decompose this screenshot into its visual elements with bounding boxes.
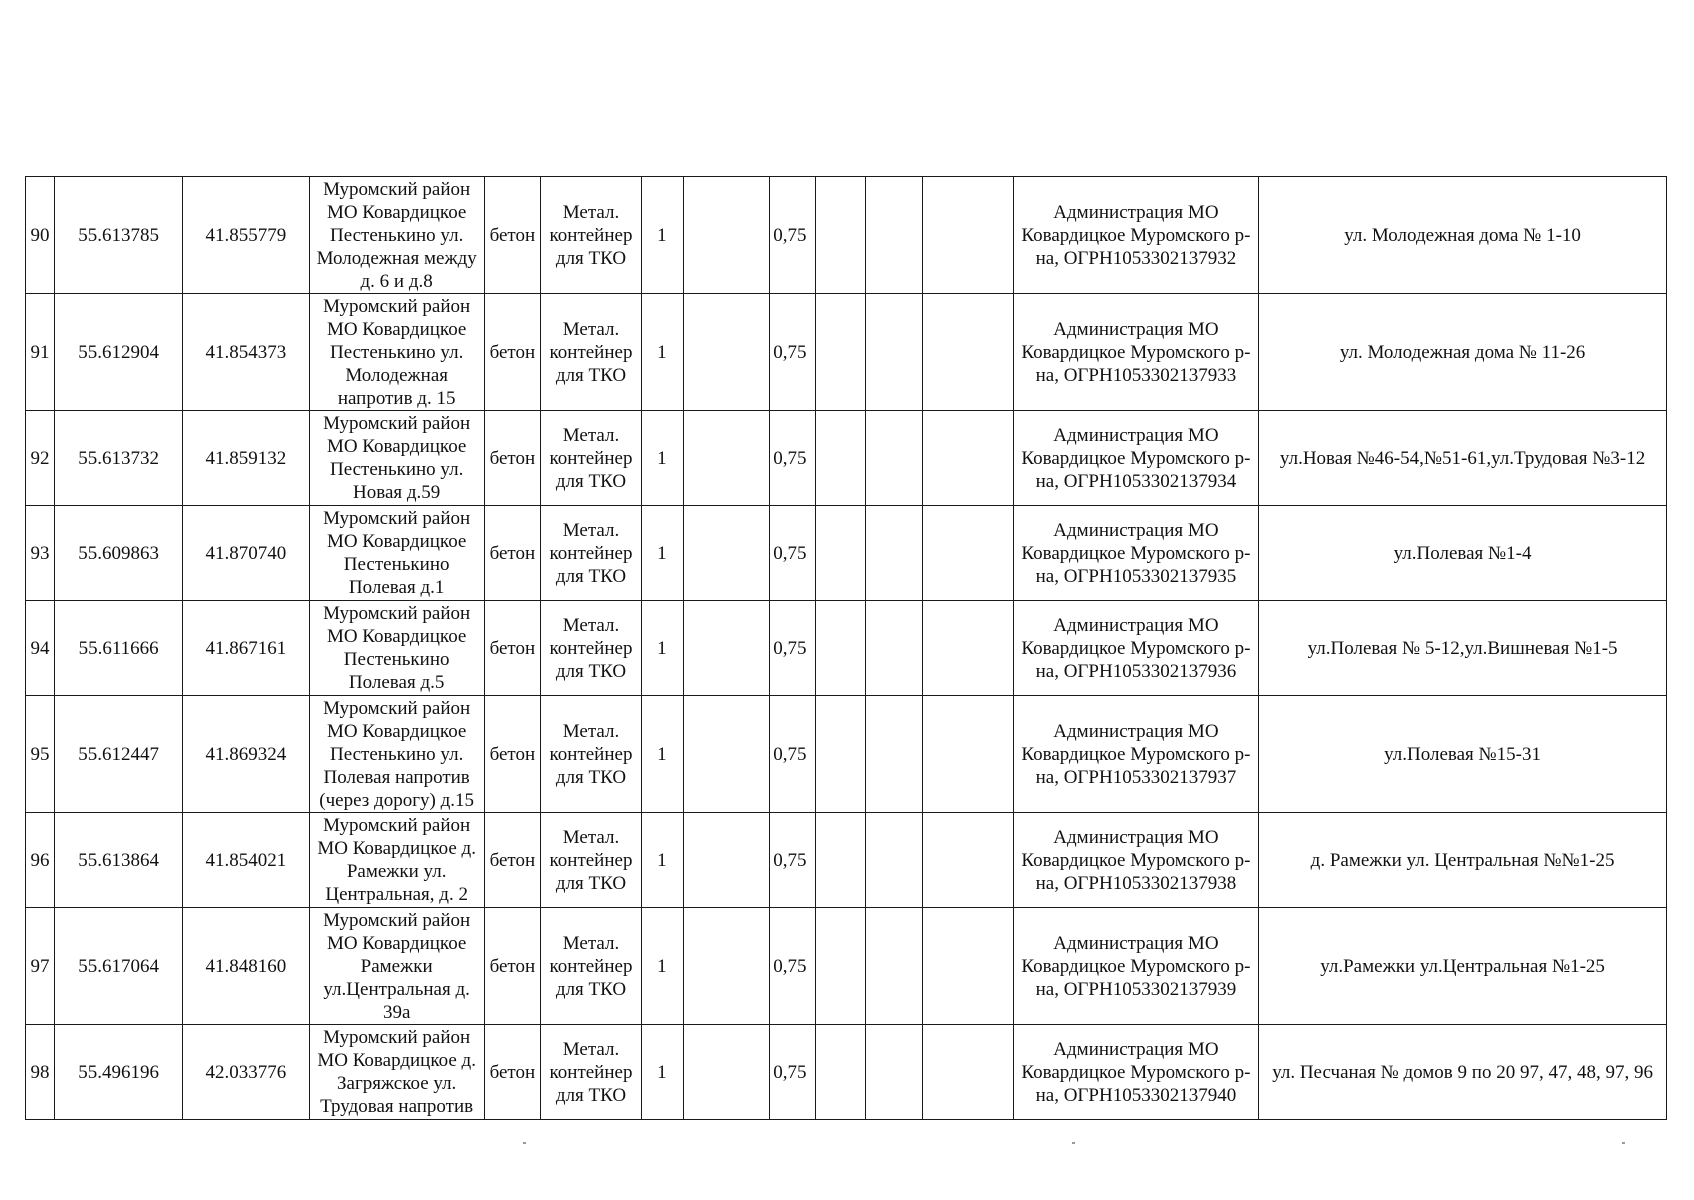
container-type-cell: Метал. контейнер для ТКО xyxy=(540,177,641,294)
table-row xyxy=(26,1025,1667,1120)
longitude-cell: 41.869324 xyxy=(183,696,309,813)
scan-speck xyxy=(1072,1142,1075,1144)
empty-cell xyxy=(866,1025,922,1120)
table-row xyxy=(26,411,1667,506)
surface-type-cell: бетон xyxy=(484,411,540,506)
latitude-cell: 55.613864 xyxy=(55,813,183,908)
empty-cell xyxy=(922,506,1013,601)
surface-type-cell: бетон xyxy=(484,813,540,908)
waste-sites-registry-table xyxy=(25,176,1667,1120)
site-owner-cell: Администрация МО Ковардицкое Муромского р-на, ОГРН1053302137937 xyxy=(1013,696,1258,813)
row-number-cell: 93 xyxy=(26,506,55,601)
empty-cell xyxy=(922,294,1013,411)
empty-cell xyxy=(816,813,866,908)
site-address-cell: Муромский район МО Ковардицкое Пестенькино ул. Молодежная напротив д. 15 xyxy=(309,294,484,411)
container-volume-cell: 0,75 xyxy=(770,813,816,908)
site-owner-cell: Администрация МО Ковардицкое Муромского р-на, ОГРН1053302137934 xyxy=(1013,411,1258,506)
empty-cell xyxy=(816,294,866,411)
empty-cell xyxy=(922,177,1013,294)
empty-cell xyxy=(684,696,770,813)
container-quantity-cell: 1 xyxy=(642,696,684,813)
container-quantity-cell: 1 xyxy=(642,1025,684,1120)
empty-cell xyxy=(816,177,866,294)
row-number-cell: 94 xyxy=(26,601,55,696)
empty-cell xyxy=(922,813,1013,908)
empty-cell xyxy=(922,601,1013,696)
empty-cell xyxy=(684,908,770,1025)
container-quantity-cell: 1 xyxy=(642,506,684,601)
surface-type-cell: бетон xyxy=(484,294,540,411)
container-volume-cell: 0,75 xyxy=(770,177,816,294)
container-type-cell: Метал. контейнер для ТКО xyxy=(540,294,641,411)
table-row xyxy=(26,177,1667,294)
site-owner-cell: Администрация МО Ковардицкое Муромского р-на, ОГРН1053302137936 xyxy=(1013,601,1258,696)
container-volume-cell: 0,75 xyxy=(770,411,816,506)
latitude-cell: 55.613785 xyxy=(55,177,183,294)
served-objects-cell: ул. Молодежная дома № 11-26 xyxy=(1259,294,1667,411)
container-volume-cell: 0,75 xyxy=(770,294,816,411)
served-objects-cell: ул.Полевая №1-4 xyxy=(1259,506,1667,601)
empty-cell xyxy=(684,813,770,908)
row-number-cell: 98 xyxy=(26,1025,55,1120)
site-address-cell: Муромский район МО Ковардицкое д. Рамежки ул. Центральная, д. 2 xyxy=(309,813,484,908)
latitude-cell: 55.613732 xyxy=(55,411,183,506)
longitude-cell: 41.870740 xyxy=(183,506,309,601)
latitude-cell: 55.617064 xyxy=(55,908,183,1025)
longitude-cell: 41.855779 xyxy=(183,177,309,294)
site-address-cell: Муромский район МО Ковардицкое Пестенькино ул. Полевая напротив (через дорогу) д.15 xyxy=(309,696,484,813)
container-quantity-cell: 1 xyxy=(642,908,684,1025)
longitude-cell: 41.854373 xyxy=(183,294,309,411)
empty-cell xyxy=(866,294,922,411)
longitude-cell: 41.859132 xyxy=(183,411,309,506)
served-objects-cell: ул.Полевая №15-31 xyxy=(1259,696,1667,813)
served-objects-cell: ул.Рамежки ул.Центральная №1-25 xyxy=(1259,908,1667,1025)
surface-type-cell: бетон xyxy=(484,601,540,696)
empty-cell xyxy=(866,908,922,1025)
container-volume-cell: 0,75 xyxy=(770,696,816,813)
site-owner-cell: Администрация МО Ковардицкое Муромского р-на, ОГРН1053302137933 xyxy=(1013,294,1258,411)
container-volume-cell: 0,75 xyxy=(770,506,816,601)
served-objects-cell: ул.Новая №46-54,№51-61,ул.Трудовая №3-12 xyxy=(1259,411,1667,506)
site-address-cell: Муромский район МО Ковардицкое Пестенькино Полевая д.5 xyxy=(309,601,484,696)
empty-cell xyxy=(866,696,922,813)
table-row xyxy=(26,506,1667,601)
empty-cell xyxy=(922,411,1013,506)
served-objects-cell: ул. Песчаная № домов 9 по 20 97, 47, 48, 97, 96 xyxy=(1259,1025,1667,1120)
scan-speck xyxy=(1622,1142,1625,1144)
site-owner-cell: Администрация МО Ковардицкое Муромского р-на, ОГРН1053302137935 xyxy=(1013,506,1258,601)
scan-speck xyxy=(523,1142,526,1144)
empty-cell xyxy=(684,411,770,506)
longitude-cell: 41.848160 xyxy=(183,908,309,1025)
row-number-cell: 95 xyxy=(26,696,55,813)
site-address-cell: Муромский район МО Ковардицкое Рамежки ул.Центральная д. 39а xyxy=(309,908,484,1025)
empty-cell xyxy=(922,696,1013,813)
table-row xyxy=(26,294,1667,411)
empty-cell xyxy=(816,411,866,506)
row-number-cell: 91 xyxy=(26,294,55,411)
empty-cell xyxy=(816,696,866,813)
surface-type-cell: бетон xyxy=(484,908,540,1025)
surface-type-cell: бетон xyxy=(484,696,540,813)
surface-type-cell: бетон xyxy=(484,506,540,601)
empty-cell xyxy=(866,506,922,601)
table-row xyxy=(26,601,1667,696)
latitude-cell: 55.496196 xyxy=(55,1025,183,1120)
container-quantity-cell: 1 xyxy=(642,177,684,294)
empty-cell xyxy=(866,177,922,294)
container-quantity-cell: 1 xyxy=(642,601,684,696)
latitude-cell: 55.612904 xyxy=(55,294,183,411)
site-owner-cell: Администрация МО Ковардицкое Муромского р-на, ОГРН1053302137939 xyxy=(1013,908,1258,1025)
row-number-cell: 97 xyxy=(26,908,55,1025)
row-number-cell: 96 xyxy=(26,813,55,908)
site-address-cell: Муромский район МО Ковардицкое Пестенькино ул. Молодежная между д. 6 и д.8 xyxy=(309,177,484,294)
empty-cell xyxy=(684,601,770,696)
table-row xyxy=(26,908,1667,1025)
site-address-cell: Муромский район МО Ковардицкое Пестенькино ул. Новая д.59 xyxy=(309,411,484,506)
container-volume-cell: 0,75 xyxy=(770,601,816,696)
container-type-cell: Метал. контейнер для ТКО xyxy=(540,1025,641,1120)
empty-cell xyxy=(816,1025,866,1120)
empty-cell xyxy=(816,908,866,1025)
container-type-cell: Метал. контейнер для ТКО xyxy=(540,908,641,1025)
served-objects-cell: ул.Полевая № 5-12,ул.Вишневая №1-5 xyxy=(1259,601,1667,696)
row-number-cell: 90 xyxy=(26,177,55,294)
surface-type-cell: бетон xyxy=(484,177,540,294)
empty-cell xyxy=(866,813,922,908)
container-quantity-cell: 1 xyxy=(642,294,684,411)
empty-cell xyxy=(684,294,770,411)
surface-type-cell: бетон xyxy=(484,1025,540,1120)
empty-cell xyxy=(816,601,866,696)
container-volume-cell: 0,75 xyxy=(770,1025,816,1120)
table-row xyxy=(26,813,1667,908)
row-number-cell: 92 xyxy=(26,411,55,506)
site-owner-cell: Администрация МО Ковардицкое Муромского р-на, ОГРН1053302137940 xyxy=(1013,1025,1258,1120)
latitude-cell: 55.611666 xyxy=(55,601,183,696)
empty-cell xyxy=(922,1025,1013,1120)
empty-cell xyxy=(866,411,922,506)
container-type-cell: Метал. контейнер для ТКО xyxy=(540,696,641,813)
empty-cell xyxy=(684,1025,770,1120)
table-row xyxy=(26,696,1667,813)
container-type-cell: Метал. контейнер для ТКО xyxy=(540,813,641,908)
empty-cell xyxy=(684,177,770,294)
site-owner-cell: Администрация МО Ковардицкое Муромского р-на, ОГРН1053302137932 xyxy=(1013,177,1258,294)
longitude-cell: 41.867161 xyxy=(183,601,309,696)
container-type-cell: Метал. контейнер для ТКО xyxy=(540,411,641,506)
container-type-cell: Метал. контейнер для ТКО xyxy=(540,506,641,601)
latitude-cell: 55.612447 xyxy=(55,696,183,813)
empty-cell xyxy=(684,506,770,601)
empty-cell xyxy=(922,908,1013,1025)
empty-cell xyxy=(866,601,922,696)
served-objects-cell: д. Рамежки ул. Центральная №№1-25 xyxy=(1259,813,1667,908)
served-objects-cell: ул. Молодежная дома № 1-10 xyxy=(1259,177,1667,294)
site-address-cell: Муромский район МО Ковардицкое Пестенькино Полевая д.1 xyxy=(309,506,484,601)
container-volume-cell: 0,75 xyxy=(770,908,816,1025)
latitude-cell: 55.609863 xyxy=(55,506,183,601)
container-quantity-cell: 1 xyxy=(642,813,684,908)
registry-rows xyxy=(26,177,1667,1120)
site-address-cell: Муромский район МО Ковардицкое д. Загряжское ул. Трудовая напротив xyxy=(309,1025,484,1120)
container-quantity-cell: 1 xyxy=(642,411,684,506)
longitude-cell: 42.033776 xyxy=(183,1025,309,1120)
container-type-cell: Метал. контейнер для ТКО xyxy=(540,601,641,696)
empty-cell xyxy=(816,506,866,601)
longitude-cell: 41.854021 xyxy=(183,813,309,908)
site-owner-cell: Администрация МО Ковардицкое Муромского р-на, ОГРН1053302137938 xyxy=(1013,813,1258,908)
